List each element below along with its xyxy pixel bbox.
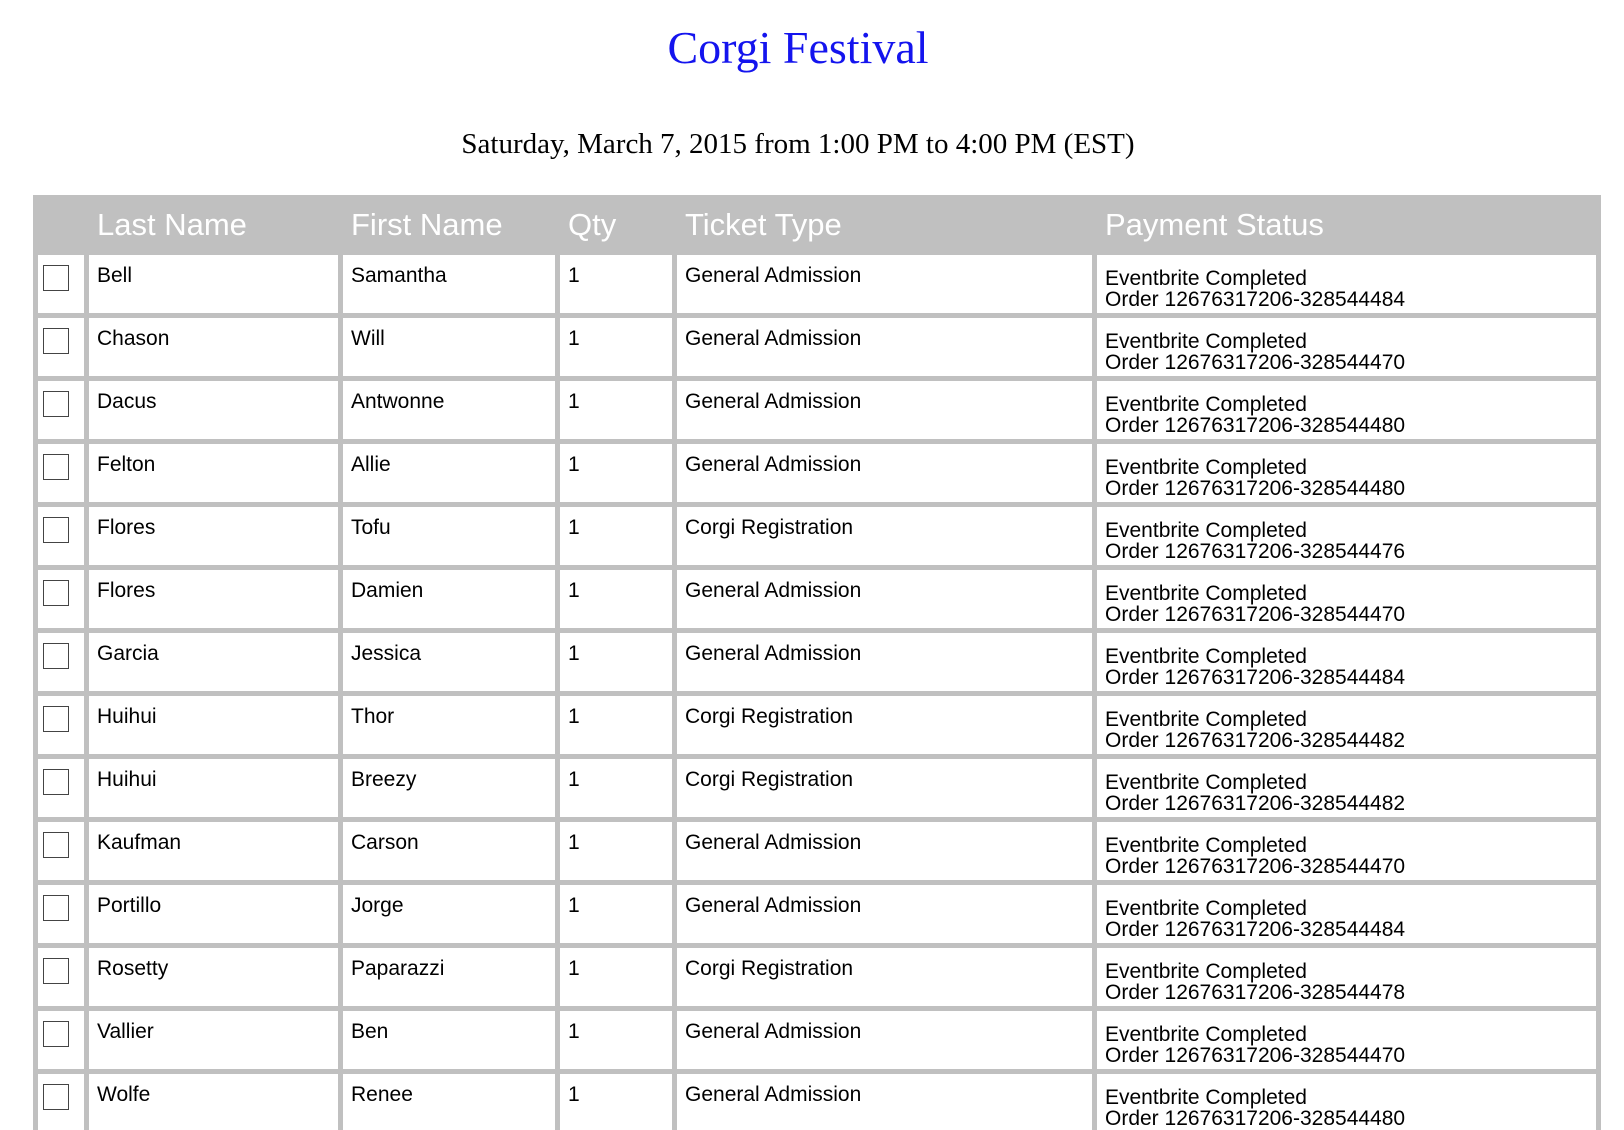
payment-status-text: Eventbrite Completed <box>1105 330 1307 353</box>
cell-qty: 1 <box>560 381 672 439</box>
row-checkbox-cell <box>38 696 84 754</box>
cell-first-name: Breezy <box>343 759 555 817</box>
cell-last-name: Vallier <box>89 1011 338 1069</box>
table-row <box>38 633 1596 691</box>
row-checkbox[interactable] <box>43 265 69 291</box>
cell-ticket-type: General Admission <box>677 444 1092 502</box>
cell-last-name: Chason <box>89 318 338 376</box>
table-row <box>38 696 1596 754</box>
cell-payment-status <box>1097 381 1596 439</box>
table-row <box>38 1011 1596 1069</box>
header-checkbox <box>38 200 84 250</box>
cell-qty: 1 <box>560 822 672 880</box>
payment-status-text: Eventbrite Completed <box>1105 519 1307 542</box>
table-header-row <box>38 200 1596 250</box>
cell-ticket-type: General Admission <box>677 318 1092 376</box>
order-number: Order 12676317206-328544484 <box>1105 288 1406 311</box>
cell-first-name: Will <box>343 318 555 376</box>
row-checkbox[interactable] <box>43 832 69 858</box>
cell-payment-status <box>1097 822 1596 880</box>
attendee-table <box>33 195 1601 1130</box>
cell-qty: 1 <box>560 444 672 502</box>
cell-ticket-type: General Admission <box>677 1011 1092 1069</box>
cell-ticket-type: General Admission <box>677 570 1092 628</box>
header-first-name: First Name <box>343 200 555 250</box>
table-row <box>38 255 1596 313</box>
row-checkbox[interactable] <box>43 328 69 354</box>
row-checkbox[interactable] <box>43 769 69 795</box>
cell-qty: 1 <box>560 696 672 754</box>
cell-first-name: Jorge <box>343 885 555 943</box>
cell-first-name: Renee <box>343 1074 555 1130</box>
cell-ticket-type: Corgi Registration <box>677 759 1092 817</box>
cell-first-name: Allie <box>343 444 555 502</box>
cell-payment-status <box>1097 318 1596 376</box>
row-checkbox-cell <box>38 255 84 313</box>
header-payment-status: Payment Status <box>1097 200 1596 250</box>
payment-status-text: Eventbrite Completed <box>1105 708 1307 731</box>
order-number: Order 12676317206-328544470 <box>1105 855 1406 878</box>
table-row <box>38 444 1596 502</box>
cell-last-name: Huihui <box>89 759 338 817</box>
table-row <box>38 381 1596 439</box>
event-date: Saturday, March 7, 2015 from 1:00 PM to 4:00 PM (EST) <box>461 128 1135 160</box>
cell-qty: 1 <box>560 318 672 376</box>
cell-last-name: Kaufman <box>89 822 338 880</box>
payment-status-text: Eventbrite Completed <box>1105 1086 1307 1109</box>
row-checkbox[interactable] <box>43 706 69 732</box>
row-checkbox[interactable] <box>43 1084 69 1110</box>
cell-payment-status <box>1097 633 1596 691</box>
cell-ticket-type: Corgi Registration <box>677 696 1092 754</box>
payment-status-text: Eventbrite Completed <box>1105 1023 1307 1046</box>
row-checkbox[interactable] <box>43 391 69 417</box>
row-checkbox-cell <box>38 822 84 880</box>
cell-last-name: Dacus <box>89 381 338 439</box>
cell-qty: 1 <box>560 885 672 943</box>
table-row <box>38 822 1596 880</box>
cell-last-name: Flores <box>89 507 338 565</box>
row-checkbox-cell <box>38 633 84 691</box>
cell-ticket-type: General Admission <box>677 381 1092 439</box>
cell-payment-status <box>1097 1074 1596 1130</box>
cell-ticket-type: Corgi Registration <box>677 507 1092 565</box>
cell-ticket-type: Corgi Registration <box>677 948 1092 1006</box>
payment-status-text: Eventbrite Completed <box>1105 267 1307 290</box>
order-number: Order 12676317206-328544482 <box>1105 729 1406 752</box>
cell-ticket-type: General Admission <box>677 255 1092 313</box>
table-row <box>38 507 1596 565</box>
payment-status-text: Eventbrite Completed <box>1105 393 1307 416</box>
row-checkbox-cell <box>38 570 84 628</box>
row-checkbox[interactable] <box>43 517 69 543</box>
row-checkbox[interactable] <box>43 1021 69 1047</box>
row-checkbox[interactable] <box>43 958 69 984</box>
order-number: Order 12676317206-328544484 <box>1105 918 1406 941</box>
cell-qty: 1 <box>560 507 672 565</box>
order-number: Order 12676317206-328544480 <box>1105 414 1406 437</box>
row-checkbox-cell <box>38 1074 84 1130</box>
table-row <box>38 570 1596 628</box>
cell-last-name: Rosetty <box>89 948 338 1006</box>
payment-status-text: Eventbrite Completed <box>1105 582 1307 605</box>
cell-payment-status <box>1097 570 1596 628</box>
table-row <box>38 318 1596 376</box>
cell-qty: 1 <box>560 759 672 817</box>
cell-ticket-type: General Admission <box>677 633 1092 691</box>
order-number: Order 12676317206-328544480 <box>1105 1107 1406 1130</box>
cell-last-name: Wolfe <box>89 1074 338 1130</box>
header-last-name: Last Name <box>89 200 338 250</box>
cell-first-name: Damien <box>343 570 555 628</box>
cell-payment-status <box>1097 1011 1596 1069</box>
order-number: Order 12676317206-328544478 <box>1105 981 1406 1004</box>
order-number: Order 12676317206-328544470 <box>1105 351 1406 374</box>
table-row <box>38 1074 1596 1130</box>
order-number: Order 12676317206-328544482 <box>1105 792 1406 815</box>
order-number: Order 12676317206-328544484 <box>1105 666 1406 689</box>
cell-ticket-type: General Admission <box>677 1074 1092 1130</box>
payment-status-text: Eventbrite Completed <box>1105 456 1307 479</box>
payment-status-text: Eventbrite Completed <box>1105 960 1307 983</box>
cell-first-name: Thor <box>343 696 555 754</box>
cell-first-name: Jessica <box>343 633 555 691</box>
cell-first-name: Paparazzi <box>343 948 555 1006</box>
row-checkbox-cell <box>38 318 84 376</box>
table-row <box>38 948 1596 1006</box>
payment-status-text: Eventbrite Completed <box>1105 897 1307 920</box>
cell-last-name: Huihui <box>89 696 338 754</box>
cell-last-name: Bell <box>89 255 338 313</box>
cell-qty: 1 <box>560 1011 672 1069</box>
cell-qty: 1 <box>560 948 672 1006</box>
cell-last-name: Garcia <box>89 633 338 691</box>
order-number: Order 12676317206-328544476 <box>1105 540 1406 563</box>
order-number: Order 12676317206-328544470 <box>1105 1044 1406 1067</box>
header-ticket-type: Ticket Type <box>677 200 1092 250</box>
cell-last-name: Flores <box>89 570 338 628</box>
cell-first-name: Ben <box>343 1011 555 1069</box>
header-qty: Qty <box>560 200 672 250</box>
payment-status-text: Eventbrite Completed <box>1105 771 1307 794</box>
cell-first-name: Samantha <box>343 255 555 313</box>
cell-last-name: Felton <box>89 444 338 502</box>
cell-payment-status <box>1097 948 1596 1006</box>
row-checkbox[interactable] <box>43 580 69 606</box>
cell-payment-status <box>1097 885 1596 943</box>
row-checkbox[interactable] <box>43 895 69 921</box>
cell-payment-status <box>1097 255 1596 313</box>
row-checkbox-cell <box>38 507 84 565</box>
page-title: Corgi Festival <box>667 22 929 73</box>
cell-first-name: Antwonne <box>343 381 555 439</box>
row-checkbox-cell <box>38 948 84 1006</box>
row-checkbox[interactable] <box>43 643 69 669</box>
cell-qty: 1 <box>560 570 672 628</box>
table-row <box>38 885 1596 943</box>
row-checkbox-cell <box>38 885 84 943</box>
order-number: Order 12676317206-328544480 <box>1105 477 1406 500</box>
cell-first-name: Tofu <box>343 507 555 565</box>
payment-status-text: Eventbrite Completed <box>1105 834 1307 857</box>
row-checkbox-cell <box>38 444 84 502</box>
cell-last-name: Portillo <box>89 885 338 943</box>
row-checkbox-cell <box>38 381 84 439</box>
row-checkbox-cell <box>38 759 84 817</box>
cell-payment-status <box>1097 696 1596 754</box>
payment-status-text: Eventbrite Completed <box>1105 645 1307 668</box>
cell-payment-status <box>1097 444 1596 502</box>
cell-payment-status <box>1097 759 1596 817</box>
cell-first-name: Carson <box>343 822 555 880</box>
cell-ticket-type: General Admission <box>677 885 1092 943</box>
cell-qty: 1 <box>560 1074 672 1130</box>
table-row <box>38 759 1596 817</box>
cell-payment-status <box>1097 507 1596 565</box>
cell-qty: 1 <box>560 255 672 313</box>
cell-ticket-type: General Admission <box>677 822 1092 880</box>
row-checkbox-cell <box>38 1011 84 1069</box>
cell-qty: 1 <box>560 633 672 691</box>
order-number: Order 12676317206-328544470 <box>1105 603 1406 626</box>
row-checkbox[interactable] <box>43 454 69 480</box>
